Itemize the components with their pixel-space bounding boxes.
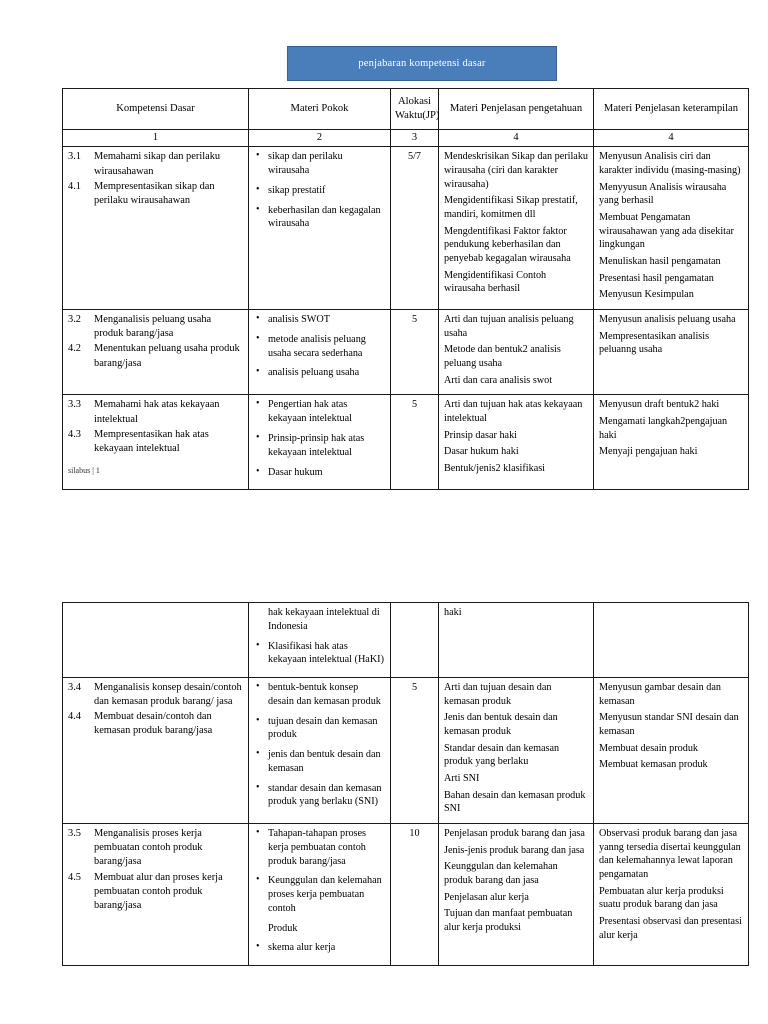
table-row	[63, 310, 749, 395]
kd-item	[68, 827, 243, 869]
header-alokasi-waktu: Alokasi Waktu(JP)	[391, 89, 439, 130]
materi-pokok-item: • Keunggulan dan kelemahan proses kerja pembuatan contoh	[268, 874, 385, 915]
cell-materi-pokok	[249, 824, 391, 966]
detail-item: Arti dan tujuan desain dan kemasan produk	[444, 682, 552, 707]
pengetahuan-list	[444, 681, 588, 816]
pengetahuan-list	[444, 827, 588, 935]
detail-item: Arti dan cara analisis swot	[444, 374, 553, 386]
kd-list	[68, 150, 243, 208]
materi-pokok-item: • bentuk-bentuk konsep desain dan kemasan produk	[268, 681, 385, 709]
detail-item: Penjelasan alur kerja	[444, 891, 529, 903]
detail-item: Metode dan bentuk2 analisis peluang usaha	[444, 344, 561, 370]
materi-pokok-item: • Klasifikasi hak atas kekayaan intelektual (HaKI)	[268, 640, 385, 668]
detail-item: Penjelasan produk barang dan jasa	[444, 828, 585, 840]
detail-item: Menuliskan hasil pengamatan	[599, 256, 721, 268]
pengetahuan-list	[444, 150, 588, 296]
detail-item: Arti dan tujuan hak atas kekayaan intelektual	[444, 399, 583, 425]
cell-kompetensi-dasar	[63, 147, 249, 310]
materi-pokok-item: • Dasar hukum	[268, 466, 385, 480]
materi-pokok-item: • jenis dan bentuk desain dan kemasan	[268, 748, 385, 776]
kd-item-text: Menganalisis proses kerja pembuatan contoh produk barang/jasa	[94, 828, 203, 868]
kd-item-number: 3.4	[68, 682, 81, 694]
kd-item-number: 3.1	[68, 151, 81, 163]
kd-item-text: Mempresentasikan hak atas kekayaan intelektual	[94, 428, 209, 454]
detail-item: Tujuan dan manfaat pembuatan alur kerja produksi	[444, 908, 573, 934]
detail-item: Arti dan tujuan analisis peluang usaha	[444, 314, 574, 339]
detail-item: Menyusun analisis peluang usaha	[599, 314, 736, 326]
title-banner-box	[287, 46, 557, 81]
kd-list	[68, 681, 243, 739]
cell-materi-keterampilan	[594, 310, 749, 395]
materi-pokok-list	[254, 606, 385, 667]
kd-item	[68, 150, 243, 178]
kd-list	[68, 398, 243, 456]
kd-item-number: 3.3	[68, 399, 81, 411]
table-row	[63, 678, 749, 824]
table-column-number-row	[63, 129, 749, 147]
kd-item-text: Menganalisis konsep desain/contoh dan kemasan produk barang/ jasa	[94, 682, 242, 708]
materi-pokok-list	[254, 827, 385, 955]
cell-kompetensi-dasar	[63, 824, 249, 966]
kd-item-number: 4.4	[68, 711, 81, 723]
cell-alokasi-waktu: 10	[391, 824, 439, 966]
silabus-table-part-2	[62, 602, 749, 966]
detail-item: Standar desain dan kemasan produk yang berlaku	[444, 742, 560, 768]
table-row	[63, 147, 749, 310]
detail-item: Membuat Pengamatan wirausahawan yang ada disekitar lingkungan	[599, 212, 734, 251]
materi-pokok-item: • analisis SWOT	[268, 313, 385, 327]
kd-list	[68, 827, 243, 913]
materi-pokok-item: Produk	[268, 922, 298, 934]
kd-item	[68, 681, 243, 709]
cell-alokasi-waktu	[391, 603, 439, 678]
detail-item: Presentasi hasil pengamatan	[599, 272, 714, 284]
materi-pokok-item: • analisis peluang usaha	[268, 366, 385, 380]
kd-item	[68, 180, 243, 208]
kd-item-text: Mempresentasikan sikap dan perilaku wirausahawan	[94, 180, 215, 206]
cell-kompetensi-dasar	[63, 678, 249, 824]
cell-materi-pengetahuan	[439, 603, 594, 678]
cell-kompetensi-dasar	[63, 310, 249, 395]
cell-kompetensi-dasar	[63, 395, 249, 490]
detail-item: Mengidentifikasi Sikap prestatif, mandiri, komitmen dll	[444, 195, 578, 221]
keterampilan-list	[599, 150, 743, 302]
header-materi-pokok: Materi Pokok	[249, 89, 391, 130]
materi-pokok-item: • standar desain dan kemasan produk yang berlaku (SNI)	[268, 782, 385, 810]
materi-pokok-item: • sikap dan perilaku wirausaha	[268, 150, 385, 178]
detail-item: Menyusun gambar desain dan kemasan	[599, 682, 721, 707]
detail-item: Keunggulan dan kelemahan produk barang dan jasa	[444, 861, 558, 887]
materi-pokok-item: • Tahapan-tahapan proses kerja pembuatan contoh produk barang/jasa	[268, 827, 385, 868]
cell-alokasi-waktu: 5	[391, 395, 439, 490]
cell-materi-pengetahuan	[439, 824, 594, 966]
kd-item-number: 4.2	[68, 343, 81, 355]
footnote-silabus: silabus | 1	[68, 466, 100, 475]
colnum-4: 4	[439, 129, 594, 147]
colnum-2: 2	[249, 129, 391, 147]
materi-pokok-list	[254, 398, 385, 479]
materi-pokok-list	[254, 150, 385, 231]
detail-item: Arti SNI	[444, 773, 480, 785]
silabus-table-part-1	[62, 88, 749, 490]
cell-materi-pokok	[249, 395, 391, 490]
detail-item: Menyusun draft bentuk2 haki	[599, 399, 720, 411]
kd-list	[68, 313, 243, 371]
materi-pokok-item: • sikap prestatif	[268, 184, 385, 198]
detail-item: Jenis-jenis produk barang dan jasa	[444, 844, 585, 856]
detail-item: Menyusun Kesimpulan	[599, 289, 694, 301]
detail-item: Presentasi observasi dan presentasi alur kerja	[599, 916, 742, 941]
detail-item: Mempresentasikan analisis peluanng usaha	[599, 330, 710, 356]
detail-item: Observasi produk barang dan jasa yanng tersedia disertai keunggulan dan kelemahannya lewat laporan pengamatan	[599, 828, 741, 881]
detail-item: Pembuatan alur kerja produksi suatu produk barang dan jasa	[599, 885, 724, 911]
kd-item	[68, 313, 243, 341]
cell-materi-pengetahuan	[439, 147, 594, 310]
header-kompetensi-dasar: Kompetensi Dasar	[63, 89, 249, 130]
detail-item: haki	[444, 607, 462, 618]
materi-pokok-item: • tujuan desain dan kemasan produk	[268, 715, 385, 743]
materi-pokok-list	[254, 681, 385, 809]
kd-item-text: Memahami hak atas kekayaan intelektual	[94, 399, 220, 425]
colnum-1: 1	[63, 129, 249, 147]
keterampilan-list	[599, 398, 743, 459]
detail-item: Mengidentifikasi Contoh wirausaha berhasil	[444, 269, 547, 295]
detail-item: Mengdentifikasi Faktor faktor pendukung keberhasilan dan penyebab kegagalan wirausaha	[444, 225, 571, 265]
cell-alokasi-waktu: 5	[391, 310, 439, 395]
kd-item	[68, 398, 243, 426]
materi-pokok-item: • skema alur kerja	[268, 941, 385, 955]
table-one-body	[63, 89, 749, 490]
materi-pokok-item: • Prinsip-prinsip hak atas kekayaan intelektual	[268, 432, 385, 460]
kd-item	[68, 871, 243, 913]
detail-item: Membuat kemasan produk	[599, 759, 708, 771]
table-row	[63, 395, 749, 490]
kd-item-number: 4.3	[68, 428, 81, 440]
kd-item-text: Membuat alur dan proses kerja pembuatan contoh produk barang/jasa	[94, 871, 223, 911]
title-banner-label: penjabaran kompetensi dasar	[358, 58, 486, 69]
keterampilan-list	[599, 681, 743, 772]
detail-item: Mendeskrisikan Sikap dan perilaku wirausaha (ciri dan karakter wirausaha)	[444, 151, 589, 190]
detail-item: Menyusun standar SNI desain dan kemasan	[599, 712, 739, 738]
header-materi-keterampilan: Materi Penjelasan keterampilan	[594, 89, 749, 130]
kd-item	[68, 342, 243, 370]
colnum-5: 4	[594, 129, 749, 147]
detail-item: Membuat desain produk	[599, 742, 699, 754]
table-two-body	[63, 603, 749, 966]
header-materi-pengetahuan: Materi Penjelasan pengetahuan	[439, 89, 594, 130]
detail-item: Menyyusun Analisis wirausaha yang berhasil	[599, 181, 727, 207]
pengetahuan-list	[444, 398, 588, 475]
table-row	[63, 824, 749, 966]
cell-materi-keterampilan	[594, 395, 749, 490]
materi-pokok-item: • Pengertian hak atas kekayaan intelektual	[268, 398, 385, 426]
kd-item	[68, 710, 243, 738]
kd-item-number: 4.1	[68, 180, 81, 192]
detail-item: Menyaji pengajuan haki	[599, 446, 698, 458]
kd-item-text: Memahami sikap dan perilaku wirausahawan	[94, 151, 221, 177]
detail-item: Bahan desain dan kemasan produk SNI	[444, 789, 586, 815]
cell-materi-keterampilan	[594, 678, 749, 824]
kd-item-text: Membuat desain/contoh dan kemasan produk barang/jasa	[94, 711, 213, 737]
cell-kompetensi-dasar	[63, 603, 249, 678]
kd-item-text: Menganalisis peluang usaha produk barang/jasa	[94, 314, 212, 340]
cell-materi-pokok	[249, 603, 391, 678]
cell-materi-pengetahuan	[439, 395, 594, 490]
detail-item: Mengamati langkah2pengajuan haki	[599, 416, 728, 441]
pengetahuan-list	[444, 606, 588, 620]
materi-pokok-item: • metode analisis peluang usaha secara sederhana	[268, 333, 385, 361]
detail-item: Prinsip dasar haki	[444, 429, 517, 441]
cell-materi-pokok	[249, 147, 391, 310]
detail-item: Dasar hukum haki	[444, 446, 519, 458]
kd-item-text: Menentukan peluang usaha produk barang/jasa	[94, 343, 240, 369]
table-row	[63, 603, 749, 678]
detail-item: Menyusun Analisis ciri dan karakter individu (masing-masing)	[599, 151, 741, 177]
kd-item-number: 4.5	[68, 871, 81, 883]
materi-pokok-item: hak kekayaan intelektual di Indonesia	[268, 607, 380, 632]
cell-materi-pokok	[249, 310, 391, 395]
cell-materi-keterampilan	[594, 147, 749, 310]
detail-item: Jenis dan bentuk desain dan kemasan produk	[444, 712, 558, 738]
cell-materi-pengetahuan	[439, 310, 594, 395]
cell-materi-keterampilan	[594, 824, 749, 966]
detail-item: Bentuk/jenis2 klasifikasi	[444, 463, 546, 475]
cell-materi-pengetahuan	[439, 678, 594, 824]
materi-pokok-item: • keberhasilan dan kegagalan wirausaha	[268, 204, 385, 232]
materi-pokok-list	[254, 313, 385, 380]
table-header-row	[63, 89, 749, 130]
pengetahuan-list	[444, 313, 588, 387]
kd-item-number: 3.5	[68, 828, 81, 840]
cell-materi-pokok	[249, 678, 391, 824]
kd-item-number: 3.2	[68, 314, 81, 326]
keterampilan-list	[599, 827, 743, 942]
colnum-3: 3	[391, 129, 439, 147]
keterampilan-list	[599, 313, 743, 357]
title-banner	[287, 46, 557, 81]
cell-materi-keterampilan	[594, 603, 749, 678]
cell-alokasi-waktu: 5	[391, 678, 439, 824]
kd-item	[68, 428, 243, 456]
cell-alokasi-waktu: 5/7	[391, 147, 439, 310]
